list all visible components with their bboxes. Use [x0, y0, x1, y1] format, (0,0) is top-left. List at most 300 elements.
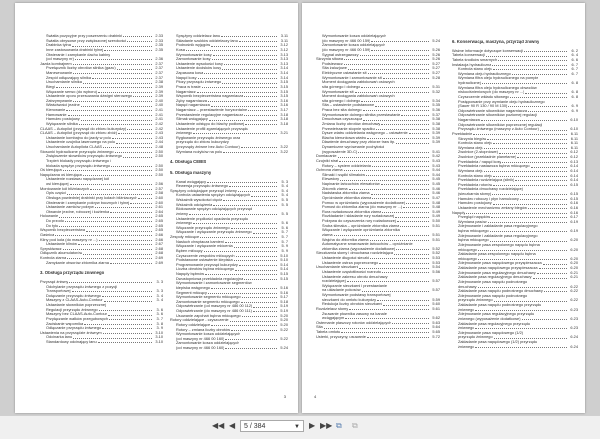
dot-leader [99, 308, 152, 311]
dot-leader [99, 238, 152, 241]
dot-leader [211, 103, 277, 106]
toc-column [316, 34, 440, 339]
dot-leader [372, 196, 429, 199]
toc-entry-title: (od maszyny nr 466 00 160) [176, 346, 225, 350]
toc-entry-title: sieczkarni do omłotu kukurydzy [322, 297, 377, 302]
dot-leader [363, 108, 429, 111]
single-page-view-icon[interactable]: ⧉ [336, 421, 342, 430]
toc-entry-page: 2.40 [155, 97, 163, 103]
toc-entry-page: 5.44 [432, 167, 440, 173]
toc-entry-page: 3.16 [280, 102, 288, 108]
previous-page-icon[interactable]: ◀ [229, 421, 236, 430]
toc-entry-title: Zdejmowanie pasa regulacyjnego przyrządu [458, 312, 535, 317]
dot-leader [371, 191, 429, 194]
toc-entry-title: Opis części [46, 191, 66, 196]
dot-leader [522, 317, 567, 320]
dot-leader [361, 85, 429, 88]
toc-entry-title: żniwnego [458, 307, 475, 312]
toc-entry-title: Podsiewacz [322, 61, 343, 66]
toc-entry[interactable] [40, 261, 163, 266]
toc-entry-title: Zespoły młócące [170, 235, 200, 239]
dot-leader [493, 141, 567, 144]
dot-leader [403, 205, 429, 208]
toc-entry-page: 5.43 [432, 162, 440, 168]
dot-leader [478, 257, 567, 260]
toc-entry-title: Płozy przyrządu żniwnego [176, 80, 222, 85]
toc-entry-title: Stosunki hydrauliczne przyrządu żniwnego [40, 149, 114, 154]
dot-leader [376, 127, 429, 130]
dot-leader [211, 323, 277, 326]
toc-entry-title: Wymiana oleju hydraulicznego [458, 71, 511, 76]
toc-section-heading[interactable] [170, 160, 288, 165]
toc-entry-page: 5.10 [280, 252, 288, 258]
dot-leader [248, 108, 277, 111]
dot-leader [349, 187, 429, 190]
toc-entry-title: Kontrola stanu oleju [458, 67, 493, 72]
toc-entry-page: 5.47 [432, 194, 440, 200]
toc-entry-title: Zatrzymywanie [46, 98, 73, 103]
dot-leader [200, 235, 277, 238]
dot-leader [370, 238, 429, 241]
dot-leader [242, 314, 277, 317]
toc-entry-page: 2.68 [155, 250, 163, 256]
dot-leader [400, 224, 429, 227]
dot-leader [98, 90, 152, 93]
dot-leader [198, 76, 277, 79]
toc-entry-title: Wspornik bezpieczeństwa [40, 228, 85, 233]
dot-leader [92, 76, 152, 79]
toc-entry-title: Odłącznik akumulatorów [40, 251, 83, 256]
toc-entry-title: Nagarniacz [176, 89, 196, 94]
dot-leader [392, 321, 429, 324]
toc-entry-title: Światła obrysowe przy zwiększonej szerokości [46, 38, 127, 43]
toc-entry-page: 2.66 [155, 231, 163, 237]
toc-entry-title: Czujniki strat [316, 158, 339, 163]
dot-leader [366, 173, 429, 176]
toc-entry-title: Zdejmowanie pasa zespolonego napędu bębna [458, 242, 540, 247]
toc-entry-title: Włączanie i wyłączanie młócenia [176, 244, 233, 249]
toc-entry-title: hydraulicznej [458, 81, 481, 85]
toc-entry-title: Tabela konserwacji [452, 53, 485, 58]
toc-entry-title: Przełącznik liczby obrotów silnika (gazu) [46, 66, 116, 71]
toc-entry-title: Zakładanie pasa regulacyjnego dmuchawy [458, 275, 532, 280]
toc-entry-title: sita górnego i dolnego [322, 98, 361, 103]
toc-entry-title: Zmiana liczby obrotów dmuchawy [322, 121, 381, 126]
toc-entry-title: dmuchawy [458, 284, 477, 289]
dot-leader [75, 57, 152, 60]
toc-entry-page: 2.37 [155, 70, 163, 75]
toc-entry-page: 6.14 [570, 177, 578, 183]
toc-entry-title: Ustawienie zakresu obrotu dmuchawy [322, 274, 388, 279]
toc-entry-title: Pokrywa do czyszczenia rury rozładowczej [322, 219, 396, 223]
dot-leader [69, 280, 152, 283]
toc-entry-page: 3.13 [280, 60, 288, 66]
toc-entry-page: 3.14 [280, 74, 288, 80]
toc-section-heading[interactable] [40, 271, 163, 276]
toc-entry[interactable] [316, 335, 440, 340]
dot-leader [363, 117, 429, 120]
toc-entry-title: Przekładnia rozdzielająca (silnik) [458, 178, 515, 183]
toc-entry-page: 3. 6 [156, 306, 163, 312]
toc-entry-title: Bęben młócący [176, 248, 203, 253]
dot-leader [379, 261, 429, 264]
toc-entry-page: 5.39 [432, 139, 440, 145]
dot-leader [116, 140, 152, 143]
toc-entry-title: Praca bez sita dolnego [322, 108, 362, 112]
toc-entry-page: 2.42 [155, 120, 163, 126]
toc-entry-page: 3. 6 [156, 311, 163, 317]
toc-entry-page: 3.18 [280, 116, 288, 122]
dot-leader [108, 312, 152, 315]
dot-leader [401, 113, 429, 116]
toc-entry-title: żniwnego [176, 131, 193, 136]
dot-leader [253, 230, 277, 233]
toc-entry-title: Hamulec roboczy i płyn hamulcowy [458, 196, 519, 201]
toc-entry-title: Do przodu [46, 219, 64, 223]
toc-entry-title: Przyłączanie wałków przegubowych [46, 316, 109, 321]
toc-entry-page: 2.50 [155, 153, 163, 159]
toc-entry-page: 6.17 [570, 214, 578, 220]
toc-entry-page: 6.22 [570, 297, 578, 303]
toc-entry[interactable] [452, 345, 578, 350]
dot-leader [493, 174, 567, 177]
toc-entry-page: 6.13 [570, 158, 578, 164]
dot-leader [349, 307, 429, 310]
dot-leader [83, 173, 152, 176]
toc-entry-title: Zamontowanie kosza oddzielających [176, 341, 240, 346]
toc-entry-page: 2.60 [155, 199, 163, 205]
toc-entry-title: Segment młócący [176, 290, 207, 295]
toc-entry-title: Wyłączanie silnika [46, 121, 78, 126]
toc-entry-page: 3.10 [155, 334, 163, 340]
toc-entry-title: Rewersja przyrządu żniwnego [176, 184, 228, 189]
toc-entry-title: Napęd nagarniacza [176, 103, 210, 108]
toc-entry-title: Wymontowanie segmentu młócącego [176, 295, 241, 300]
toc-entry-page: 3. 4 [156, 292, 163, 298]
toc-entry-title: Wskaźnik odciążenia [176, 202, 213, 207]
toc-entry-title: Zamykanie otworów zbiornika ziarna [46, 260, 109, 265]
toc-entry-page: 2.39 [155, 83, 163, 89]
toc-entry-title: 3. Obsługa przyrządu żniwnego [40, 271, 105, 276]
toc-entry-page: 3.15 [280, 83, 288, 89]
dot-leader [520, 197, 567, 200]
toc-entry-title: Podnośnik wyjęgów [176, 43, 211, 48]
toc-entry-title: Pomoc w opróżnianiu (wyposażenie dodatkowe) [322, 200, 406, 205]
toc-entry-page: 6.20 [570, 237, 578, 243]
dot-leader [103, 331, 152, 334]
toc-entry-title: Wymontowanie dolnego sitnika przestawianie [322, 112, 401, 117]
pdf-page-right [302, 3, 585, 413]
dot-leader [102, 294, 152, 297]
toc-entry-page: 5.35 [432, 102, 440, 108]
toc-entry-title: Elektryczne ustawianie sit [322, 71, 367, 75]
toc-entry-title: niskociśnieniowych (do maszyny nr ...) [458, 90, 525, 95]
toc-entry-page: 5.49 [432, 213, 440, 219]
dot-leader [98, 340, 152, 343]
toc-entry-page: 5. 7 [281, 229, 288, 235]
toc-entry-title: Tabela omłotu [316, 330, 341, 334]
toc-entry-title: Wymontowanie kosza oddzielających [322, 34, 387, 38]
toc-entry-title: Wymontowanie sit [322, 89, 354, 94]
toc-entry-page: 2.69 [155, 259, 163, 265]
dot-leader [498, 58, 567, 61]
dot-leader [381, 122, 429, 125]
dot-leader [236, 254, 277, 257]
toc-entry-page: 5.39 [432, 134, 440, 140]
toc-entry-page: 6.12 [570, 149, 578, 155]
dot-leader [478, 248, 567, 251]
toc-entry-page: 5.52 [432, 250, 440, 256]
toc-entry[interactable] [170, 346, 288, 351]
toc-entry-title: żniwnego [176, 221, 193, 226]
dot-leader [81, 103, 152, 106]
toc-entry-title: Zakładanie pasa zespolonego napędu bębna [458, 252, 536, 257]
dot-leader [208, 291, 277, 294]
toc-entry-page: 5. 7 [281, 238, 288, 244]
dot-leader [193, 221, 277, 224]
toc-entry-title: Otwieranie i zamykanie dachu kabiny [46, 52, 111, 57]
toc-entry-title: Zakładanie pasa napędowego (1/2) przyrządu [458, 340, 538, 344]
toc-entry-page: 3.22 [280, 148, 288, 154]
toc-entry-title: Przekładnia rotorów [458, 182, 493, 187]
toc-entry-page: 2.57 [155, 185, 163, 191]
toc-entry-title: Maszyny z CLAAS-Auto-Contour [46, 298, 103, 303]
toc-entry-title: Gaśnica [40, 232, 55, 237]
dot-leader [515, 178, 567, 181]
toc-entry-title: Światła pozycyjne przy poszerzeniu drabinki [46, 34, 123, 38]
dot-leader [533, 275, 567, 278]
toc-entry-title: Kliny pod koła (do maszyny nr ...) [40, 237, 98, 242]
toc-entry-page: 5.61 [432, 305, 440, 311]
toc-entry[interactable] [170, 150, 288, 155]
dot-leader [244, 94, 277, 97]
toc-entry-title: blokada sprężyn przyrządu żniwnego [46, 163, 111, 168]
toc-entry-page: 5.26 [432, 46, 440, 52]
toc-entry-page: 2.50 [155, 171, 163, 177]
toc-entry-title: Zamontowanie segmentu młócącego [176, 299, 240, 304]
toc-entry-title: Włączanie przyrządu żniwnego [176, 225, 230, 230]
toc-entry-page: 6.15 [570, 195, 578, 201]
dot-leader [193, 131, 277, 134]
toc-entry-page: 6.20 [570, 255, 578, 261]
last-page-icon[interactable]: ▶▶ [320, 421, 333, 430]
toc-entry-page: 6.24 [570, 343, 578, 349]
toc-entry-page: 2.37 [155, 65, 163, 71]
toc-column [452, 34, 578, 349]
page-number-input[interactable] [240, 420, 304, 432]
toc-entry-title: Ustawienie mechanizmu zmiany biegów [458, 205, 527, 210]
dot-leader [73, 62, 152, 65]
toc-entry-page: 2.42 [155, 125, 163, 131]
dot-leader [528, 109, 567, 112]
dot-leader [340, 177, 429, 180]
dot-leader [83, 80, 152, 83]
toc-entry-page: 5.53 [432, 259, 440, 265]
dot-leader [371, 39, 429, 42]
toc-entry-page: 6. 8 [571, 89, 578, 95]
toc-entry-title: Odchylanie przyrządu żniwnego z pozycji [46, 284, 118, 289]
toc-entry-page: 2.67 [155, 241, 163, 247]
toc-entry-title: Zdejmowanie pasa napędowego (1/2) [458, 330, 524, 335]
toc-entry-page: 2.66 [155, 236, 163, 242]
dot-leader [482, 81, 567, 84]
dot-leader [67, 256, 152, 259]
toc-entry-page: 2.65 [155, 227, 163, 233]
toc-entry-title: 4. Obsługa CEBIS [170, 160, 207, 165]
toc-entry-page: 5.45 [432, 176, 440, 182]
toc-entry-title: przyrządu do zbioru kukurydzy [176, 140, 229, 145]
toc-entry-title: Dławienie dmuchawy przy zbiorze traw itp. [322, 140, 396, 145]
toc-entry-title: Wymiana pasów [458, 219, 487, 224]
toc-entry-page: 2.50 [155, 167, 163, 173]
page-number: 3 [283, 394, 286, 399]
dot-leader [475, 326, 567, 329]
dot-leader [525, 90, 567, 93]
toc-entry-title: Ustawianie klinów [46, 242, 77, 247]
dot-leader [204, 249, 277, 252]
toc-entry-page: 2.41 [155, 111, 163, 117]
toc-entry-page: 3.12 [280, 42, 288, 48]
dot-leader [229, 184, 277, 187]
toc-entry-page: 6.20 [570, 246, 578, 252]
toc-entry-page: 5.42 [432, 153, 440, 159]
toc-entry-title: (przyrządy żniwne bez Auto Contour) [176, 145, 240, 149]
toc-entry-title: Kosa [176, 47, 185, 52]
toc-entry-page: 6.14 [570, 172, 578, 178]
toc-entry-page: 6.23 [570, 325, 578, 331]
toc-entry-title: Rura rozładowcza zbiornika ziarna [322, 209, 382, 214]
toc-entry-page: 5.43 [432, 157, 440, 163]
toc-entry-title: Zdejmowanie i zakładanie pasa regulacyjnego [458, 233, 538, 238]
toc-entry-title: ziarna [322, 232, 333, 237]
toc-entry-page: 5. 5 [281, 197, 288, 202]
toc-entry-title: 6. Konserwacja, maszyna, przyrząd żniwny [452, 40, 540, 44]
toc-entry-page: 5.60 [432, 301, 440, 307]
dot-leader [537, 271, 567, 274]
toc-entry-page: 6.21 [570, 269, 578, 275]
dot-leader [241, 300, 277, 303]
toc-entry-page: 2.41 [155, 107, 163, 112]
toc-entry-page: 5. 3 [281, 178, 288, 184]
toc-entry-title: Opróżnianie zbiornika ziarna [322, 195, 372, 200]
toc-entry-page: 5.72 [432, 333, 440, 339]
toc-section-heading[interactable] [452, 40, 578, 45]
toc-entry-page: 5.50 [432, 218, 440, 223]
toc-entry-page: 3.14 [280, 70, 288, 75]
toc-entry-page: 5.27 [432, 70, 440, 75]
toc-entry-title: Dołączanie przyrządu żniwnego [46, 293, 101, 298]
toc-entry-title: Kierowanie [46, 108, 66, 112]
toc-entry-page: 5.15 [280, 275, 288, 281]
toc-entry-title: Wymontowanie i zamontowanie segmentów [176, 281, 252, 286]
toc-entry-page: 5.51 [432, 231, 440, 237]
toc-entry-page: 6.23 [570, 306, 578, 312]
toc-entry-page: 6.21 [570, 274, 578, 280]
toc-entry-page: 5. 6 [281, 224, 288, 230]
toc-entry-page: 3.11 [280, 33, 288, 38]
toc-entry-page: 5.56 [432, 268, 440, 274]
toc-entry-page: 2.39 [155, 88, 163, 94]
two-page-view-icon[interactable]: ⧉ [352, 421, 358, 430]
chevron-down-icon[interactable]: ▼ [294, 424, 300, 430]
dot-leader [344, 168, 429, 171]
toc-entry-title: Wymontowanie kosza oddzielających [176, 332, 241, 337]
toc-entry-title: Zdejmowanie pasa napędowego przyspieszacza [458, 261, 542, 266]
toc-entry-page: 5.44 [432, 171, 440, 177]
toc-entry-title: Uruchamianie silnika [46, 80, 82, 85]
toc-entry-page: 6.19 [570, 228, 578, 233]
next-page-icon[interactable]: ▶ [309, 421, 316, 430]
toc-entry-page: 6.19 [570, 218, 578, 224]
dot-leader [396, 140, 429, 143]
dot-leader [544, 289, 567, 292]
toc-column [170, 34, 288, 351]
dot-leader [475, 308, 567, 311]
toc-entry-title: Odpowietrzanie siłowników poziomej regulacji [458, 113, 537, 118]
toc-entry-page: 5. 6 [281, 220, 288, 226]
dot-leader [334, 233, 429, 236]
toc-entry-title: Oś kierująca [40, 168, 62, 173]
toc-entry[interactable] [40, 340, 163, 345]
dot-leader [213, 203, 277, 206]
toc-entry-page: 2.50 [155, 162, 163, 168]
dot-leader [239, 39, 277, 42]
first-page-icon[interactable]: ◀◀ [212, 421, 225, 430]
dot-leader [371, 48, 429, 51]
dot-leader [245, 122, 277, 125]
dot-leader [209, 117, 277, 120]
toc-entry-title: Przestawienie regulacyjne nagarniacza [176, 112, 244, 117]
toc-entry-title: Zakładanie pasa napędu podnośnego dmuchawy [458, 289, 543, 294]
toc-entry-title: Ustawienie czujnika laserowego na polu [46, 140, 115, 145]
toc-entry-title: CLAAS – Autopilot (przyrząd do zbioru kukurydzy) [40, 126, 127, 131]
toc-entry-page: 5.32 [432, 88, 440, 94]
toc-entry-page: 5. 5 [281, 201, 288, 207]
dot-leader [512, 72, 567, 75]
toc-entry-page: 5.31 [432, 83, 440, 89]
toc-entry-page: 5.16 [280, 284, 288, 290]
toc-entry-title: sita górnego i dolnego [322, 84, 361, 89]
toc-entry-page: 5.15 [280, 271, 288, 276]
dot-leader [73, 335, 152, 338]
toc-entry-title: Zbiornik ziarna [322, 186, 348, 191]
toc-entry-page: 5. 4 [281, 187, 288, 193]
toc-entry-page: 2.35 [155, 46, 163, 52]
dot-leader [488, 220, 567, 223]
toc-entry-title: Wspornik bezpieczeństwa nagarniacza [176, 94, 244, 99]
dot-leader [344, 57, 429, 60]
toc-entry-page: 5.16 [280, 289, 288, 295]
toc-entry-title: Włączanie serwo (do wyboru) [46, 89, 98, 94]
toc-entry-page: 3. 4 [156, 297, 163, 303]
toc-entry-page: 3.12 [280, 46, 288, 52]
dot-leader [324, 325, 429, 328]
toc-section-heading[interactable] [170, 171, 288, 176]
toc-entry-title: Trzpień blokady przyrządu żniwnego / [46, 158, 112, 163]
toc-entry-title: Transportowej [46, 289, 71, 294]
dot-leader [186, 48, 277, 51]
toc-entry-page: 3.16 [280, 97, 288, 103]
toc-entry-page: 3.13 [280, 51, 288, 57]
toc-entry-page: 3.11 [280, 37, 288, 43]
dot-leader [481, 118, 567, 121]
dot-leader [225, 240, 277, 243]
toc-entry-title: Ostemanie płaszczy rotorów oddzielających [316, 320, 392, 325]
toc-entry-page: 5.22 [280, 335, 288, 341]
toc-entry-title: Wyłączanie sieczkarni i przestawianie [322, 283, 388, 288]
toc-entry-title: osi kierującej [46, 182, 69, 186]
toc-entry-title: Wymontowanie kosy [176, 52, 212, 57]
